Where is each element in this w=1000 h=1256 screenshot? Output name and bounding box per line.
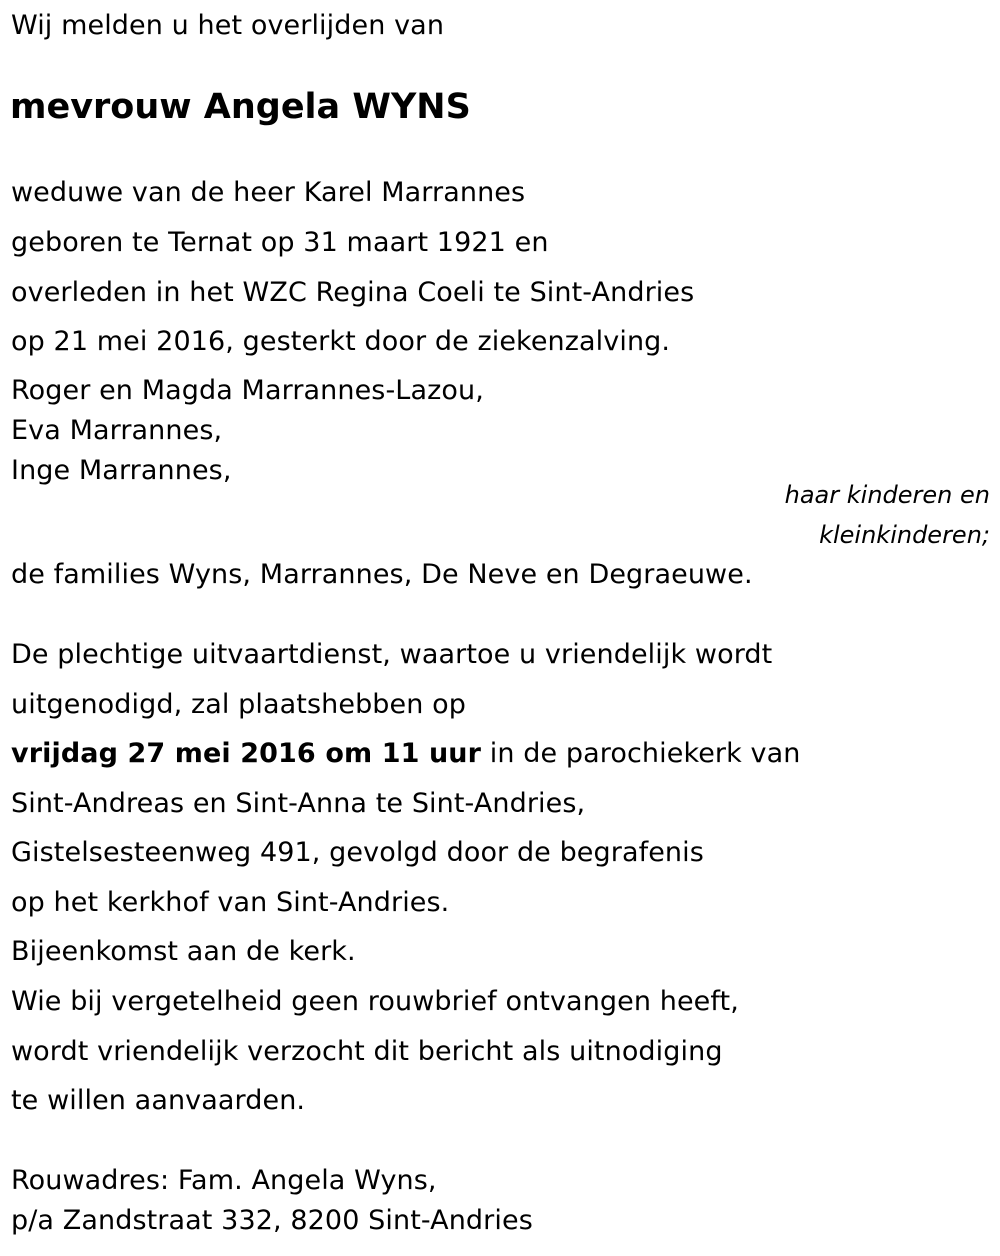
deceased-name: mevrouw Angela WYNS	[10, 87, 471, 127]
service-line-10: te willen aanvaarden.	[11, 1085, 306, 1116]
mourner-1: Roger en Magda Marrannes-Lazou,	[11, 375, 484, 406]
mourners-note-line1: haar kinderen en	[784, 481, 990, 509]
mourner-2: Eva Marrannes,	[11, 415, 223, 446]
intro-text: Wij melden u het overlijden van	[11, 10, 445, 41]
mourner-3: Inge Marrannes,	[11, 455, 232, 486]
service-line-6: op het kerkhof van Sint-Andries.	[11, 887, 450, 918]
service-line-4: Sint-Andreas en Sint-Anna te Sint-Andries,	[11, 788, 586, 819]
mourners-note-line2: kleinkinderen;	[819, 521, 990, 549]
service-location-start: in de parochiekerk van	[481, 738, 801, 769]
address-line-2: p/a Zandstraat 332, 8200 Sint-Andries	[11, 1205, 533, 1236]
service-line-1: De plechtige uitvaartdienst, waartoe u vriendelijk wordt	[11, 639, 773, 670]
families-text: de families Wyns, Marrannes, De Neve en Degraeuwe.	[11, 559, 753, 590]
service-line-3	[11, 737, 800, 771]
address-line-1: Rouwadres: Fam. Angela Wyns,	[11, 1165, 437, 1196]
service-line-9: wordt vriendelijk verzocht dit bericht als uitnodiging	[11, 1036, 723, 1067]
service-line-5: Gistelsesteenweg 491, gevolgd door de begrafenis	[11, 837, 704, 868]
detail-date: op 21 mei 2016, gesterkt door de ziekenzalving.	[11, 326, 671, 357]
service-line-8: Wie bij vergetelheid geen rouwbrief ontvangen heeft,	[11, 986, 739, 1017]
detail-born: geboren te Ternat op 31 maart 1921 en	[11, 227, 549, 258]
detail-widow: weduwe van de heer Karel Marrannes	[11, 177, 526, 208]
service-date: vrijdag 27 mei 2016 om 11 uur	[11, 738, 482, 769]
service-line-7: Bijeenkomst aan de kerk.	[11, 936, 356, 967]
service-line-2: uitgenodigd, zal plaatshebben op	[11, 689, 467, 720]
detail-died: overleden in het WZC Regina Coeli te Sint-Andries	[11, 277, 695, 308]
